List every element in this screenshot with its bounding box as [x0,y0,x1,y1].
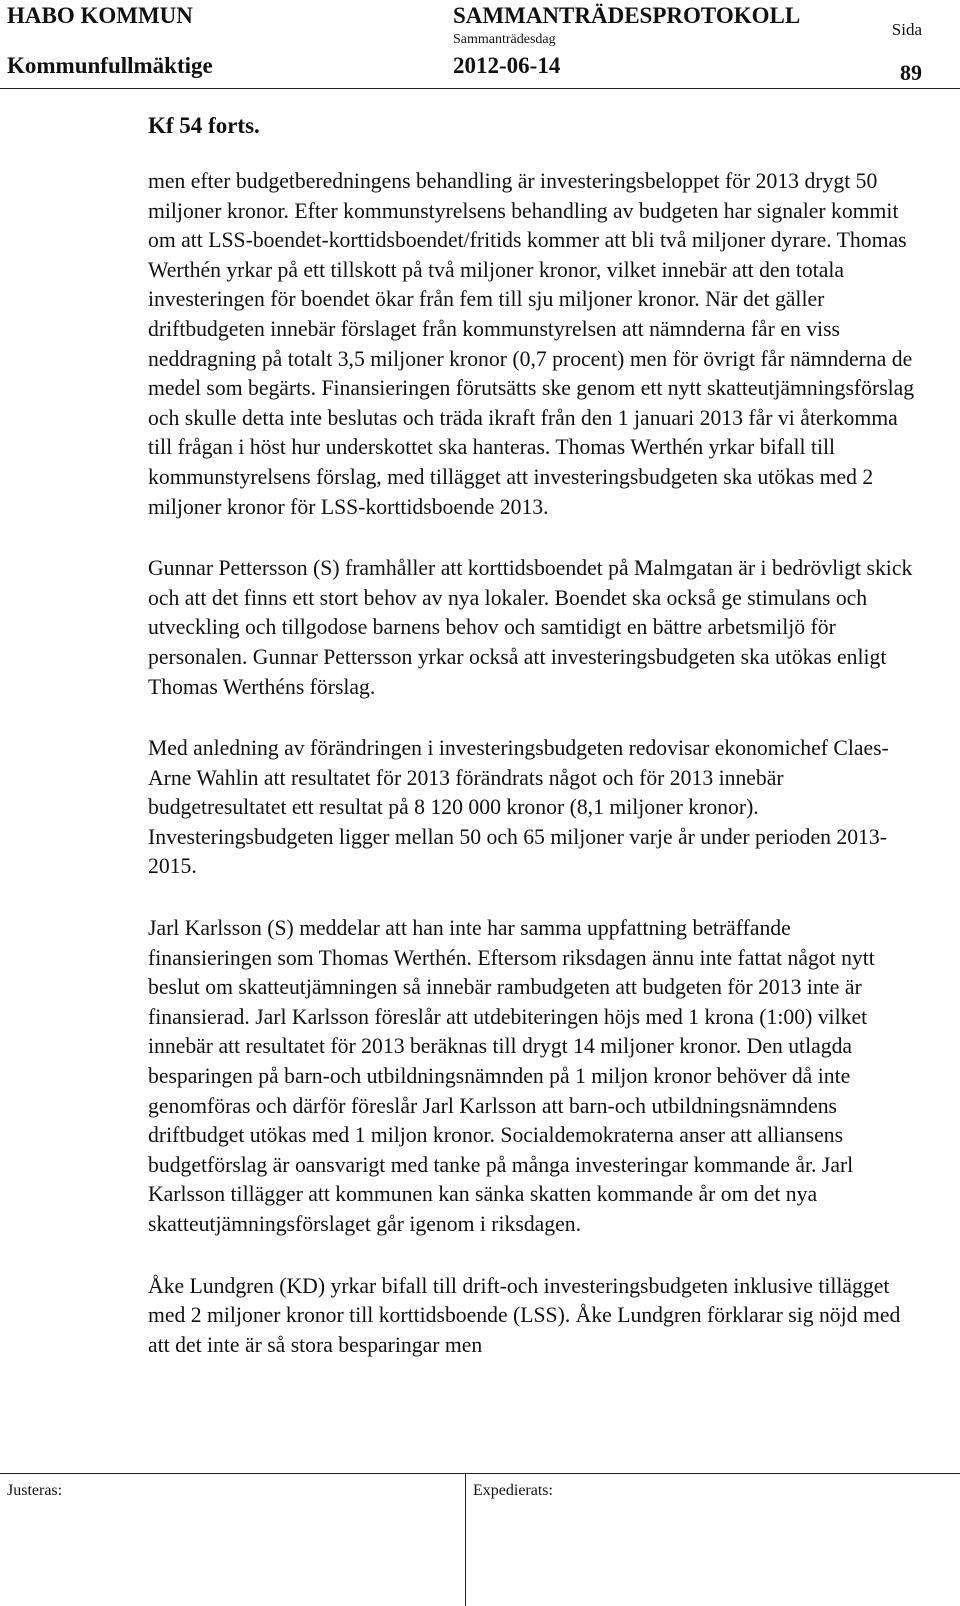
page-label: Sida [891,20,922,39]
document-type: SAMMANTRÄDESPROTOKOLL [453,3,801,28]
section-title: Kf 54 forts. [148,113,260,138]
header-divider [0,88,960,89]
paragraph: Gunnar Pettersson (S) framhåller att korttidsboendet på Malmgatan är i bedrövligt skick och att det finns ett stort behov av nya lokaler. Boendet ska också ge stimulans och utveckling och tillgodose barnens behov och samtidigt en bättre arbetsmiljö för personalen. Gunnar Pettersson yrkar också att investeringsbudgeten ska utökas enligt Thomas Werthéns förslag. [148,556,913,699]
meeting-date: 2012-06-14 [453,53,561,78]
document-body [148,167,918,1392]
justeras-label: Justeras: [7,1482,63,1499]
paragraph: men efter budgetberedningens behandling är investeringsbeloppet för 2013 drygt 50 miljoner kronor. Efter kommunstyrelsens behandling av budgeten har signaler kommit om att LSS-boendet-korttidsboendet/fritids kommer att bli två miljoner dyrare. Thomas Werthén yrkar på ett tillskott på två miljoner kronor, vilket innebär att den totala investeringen för boendet ökar från fem till sju miljoner kronor. När det gäller driftbudgeten innebär förslaget från kommunstyrelsen att nämnderna får en viss neddragning på totalt 3,5 miljoner kronor (0,7 procent) men för övrigt får nämnderna de medel som begärts. Finansieringen förutsätts ske genom ett nytt skatteutjämningsförslag och skulle detta inte beslutas och träda ikraft från den 1 januari 2013 får vi återkomma till frågan i höst hur underskottet ska hanteras. Thomas Werthén yrkar bifall till kommunstyrelsens förslag, med tillägget att investeringsbudgeten ska utökas med 2 miljoner kronor för LSS-korttidsboende 2013. [148,169,915,519]
organization-name: HABO KOMMUN [7,3,193,28]
paragraph: Jarl Karlsson (S) meddelar att han inte har samma uppfattning beträffande finansieringen som Thomas Werthén. Eftersom riksdagen ännu inte fattat något nytt beslut om skatteutjämningen så innebär rambudgeten att budgeten för 2013 inte är finansierad. Jarl Karlsson föreslår att utdebiteringen höjs med 1 krona (1:00) vilket innebär att resultatet för 2013 beräknas till drygt 14 miljoner kronor. Den utlagda besparingen på barn-och utbildningsnämnden på 1 miljon kronor behöver då inte genomföras och därför föreslår Jarl Karlsson att barn-och utbildningsnämndens driftbudget utökas med 1 miljon kronor. Socialdemokraterna anser att alliansens budgetförslag är oansvarigt med tanke på många investeringar kommande år. Jarl Karlsson tillägger att kommunen kan sänka skatten kommande år om det nya skatteutjämningsförslaget går igenom i riksdagen. [148,916,875,1236]
page-number: 89 [900,60,922,85]
committee-name: Kommunfullmäktige [7,53,213,78]
meeting-date-label: Sammanträdesdag [453,32,556,47]
expedierats-label: Expedierats: [473,1482,553,1499]
paragraph: Åke Lundgren (KD) yrkar bifall till drift-och investeringsbudgeten inklusive tillägget med 2 miljoner kronor till korttidsboende (LSS). Åke Lundgren förklarar sig nöjd med att det inte är så stora besparingar men [148,1273,901,1357]
paragraph: Med anledning av förändringen i investeringsbudgeten redovisar ekonomichef Claes-Arne Wahlin att resultatet för 2013 förändrats något och för 2013 innebär budgetresultatet ett resultat på 8 120 000 kronor (8,1 miljoner kronor). Investeringsbudgeten ligger mellan 50 och 65 miljoner varje år under perioden 2013-2015. [148,736,889,879]
footer-divider [0,1473,960,1474]
footer-column-divider [465,1473,466,1606]
